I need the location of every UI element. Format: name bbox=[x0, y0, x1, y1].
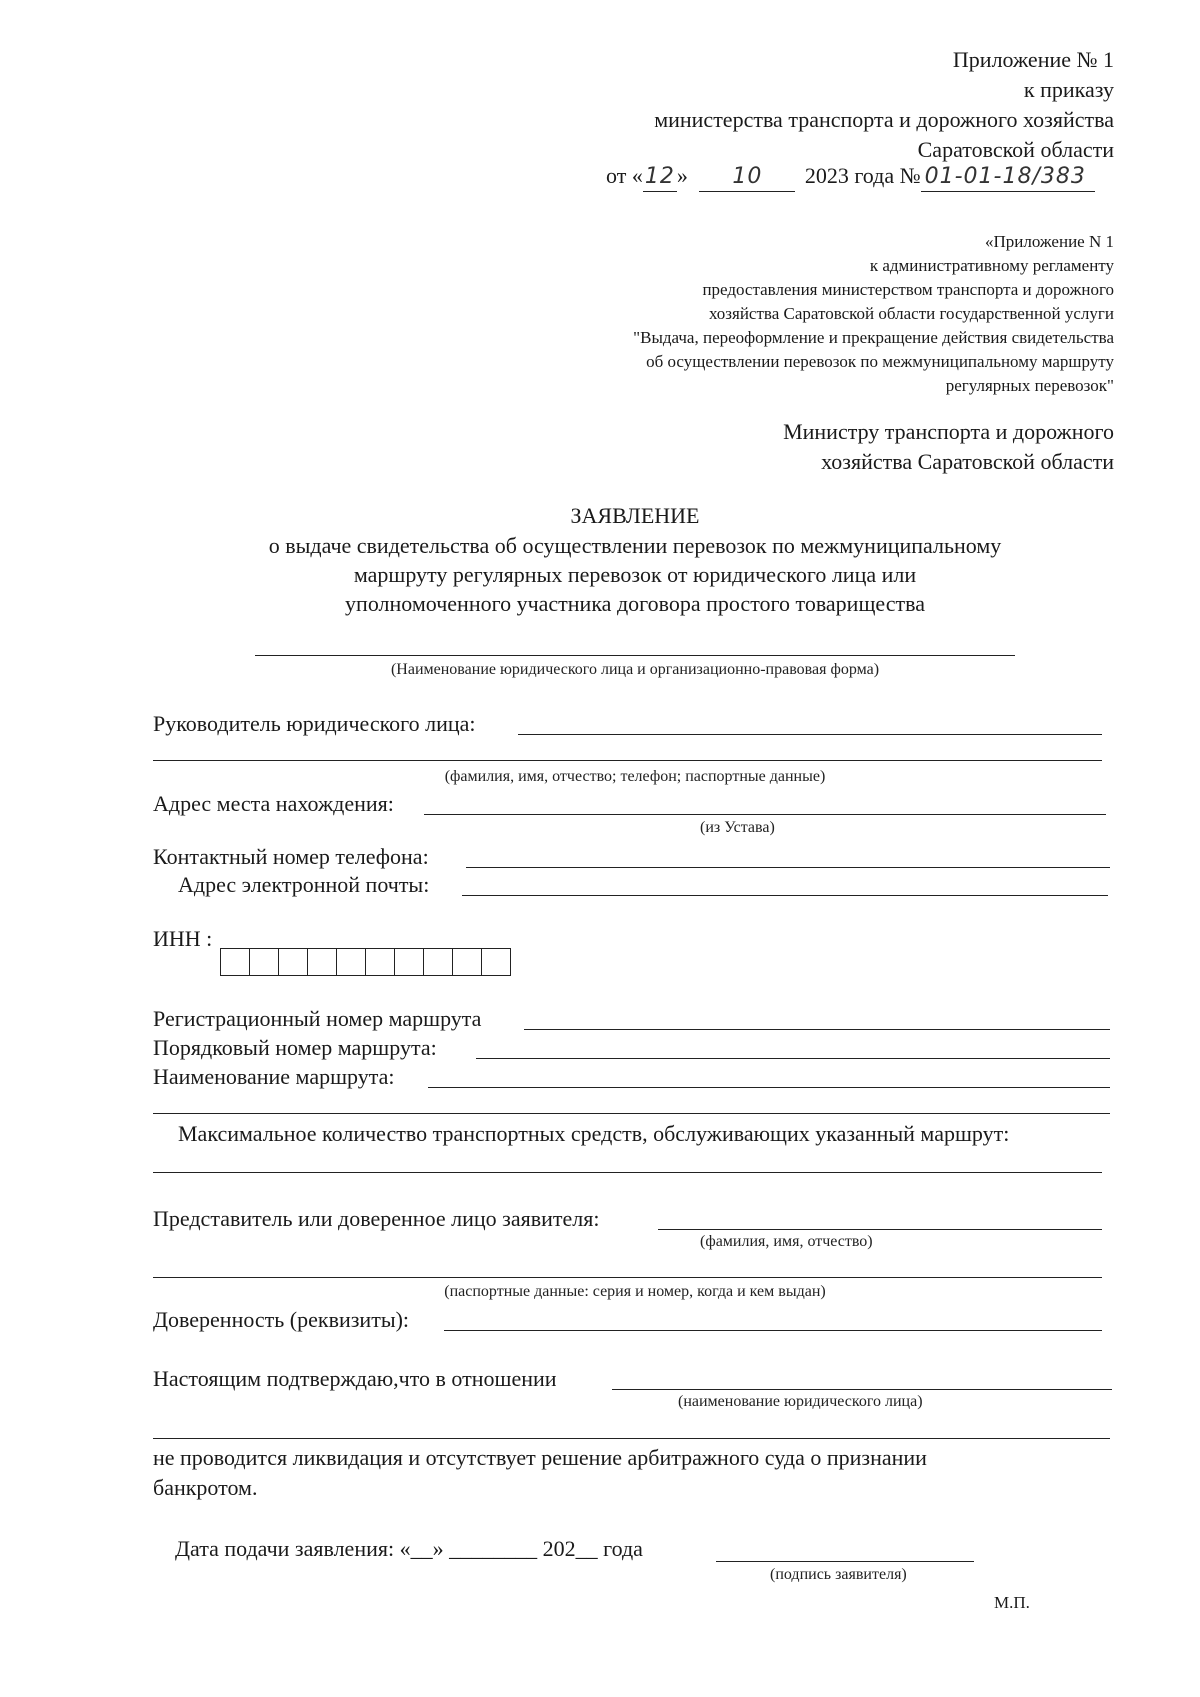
statement-line-1: не проводится ликвидация и отсутствует решение арбитражного суда о признании bbox=[153, 1445, 927, 1470]
phone-field[interactable] bbox=[466, 867, 1110, 868]
inn-digit-cell[interactable] bbox=[250, 949, 279, 975]
head-field-2[interactable] bbox=[153, 760, 1102, 761]
order-ministry-line: министерства транспорта и дорожного хозяйства bbox=[654, 107, 1114, 132]
submission-date: Дата подачи заявления: «__» ________ 202__ года bbox=[175, 1536, 643, 1561]
max-vehicles-label: Максимальное количество транспортных средств, обслуживающих указанный маршрут: bbox=[178, 1121, 1010, 1146]
confirm-caption: (наименование юридического лица) bbox=[678, 1393, 923, 1410]
route-seq-field[interactable] bbox=[476, 1058, 1110, 1059]
regulation-line-5: "Выдача, переоформление и прекращение действия свидетельства bbox=[633, 328, 1114, 347]
route-seq-label: Порядковый номер маршрута: bbox=[153, 1035, 437, 1060]
document-title: ЗАЯВЛЕНИЕ bbox=[570, 503, 700, 528]
order-date-day: 12 bbox=[643, 163, 677, 192]
inn-digit-cell[interactable] bbox=[366, 949, 395, 975]
signature-caption: (подпись заявителя) bbox=[770, 1566, 907, 1583]
signature-field[interactable] bbox=[716, 1561, 974, 1562]
rep-field[interactable] bbox=[658, 1229, 1102, 1230]
order-number: 01-01-18/383 bbox=[921, 163, 1095, 192]
confirm-org-field[interactable] bbox=[612, 1389, 1112, 1390]
passport-field[interactable] bbox=[153, 1277, 1102, 1278]
order-appendix-title: Приложение № 1 bbox=[952, 47, 1114, 72]
stamp-label: М.П. bbox=[994, 1593, 1030, 1612]
order-date-line bbox=[606, 162, 1095, 192]
document-subtitle-3: уполномоченного участника договора простого товарищества bbox=[345, 591, 925, 616]
route-name-label: Наименование маршрута: bbox=[153, 1064, 395, 1089]
document-subtitle-2: маршруту регулярных перевозок от юридического лица или bbox=[353, 562, 917, 587]
order-ref-line: к приказу bbox=[1023, 77, 1114, 102]
head-caption: (фамилия, имя, отчество; телефон; паспортные данные) bbox=[444, 768, 826, 785]
email-label: Адрес электронной почты: bbox=[178, 872, 430, 897]
order-date-mid: » bbox=[676, 163, 688, 188]
inn-digit-cell[interactable] bbox=[221, 949, 250, 975]
regulation-line-3: предоставления министерством транспорта и дорожного bbox=[702, 280, 1114, 299]
address-label: Адрес места нахождения: bbox=[153, 791, 394, 816]
inn-input-grid[interactable] bbox=[220, 948, 511, 976]
passport-caption: (паспортные данные: серия и номер, когда и кем выдан) bbox=[444, 1283, 826, 1300]
head-field[interactable] bbox=[518, 734, 1102, 735]
confirm-label: Настоящим подтверждаю,что в отношении bbox=[153, 1366, 557, 1391]
confirm-org-field-2[interactable] bbox=[153, 1438, 1110, 1439]
order-region-line: Саратовской области bbox=[917, 137, 1114, 162]
order-date-prefix: от « bbox=[606, 163, 643, 188]
order-date-year: 2023 года № bbox=[804, 163, 921, 188]
address-caption: (из Устава) bbox=[700, 819, 775, 836]
route-reg-field[interactable] bbox=[524, 1029, 1110, 1030]
address-field[interactable] bbox=[424, 814, 1106, 815]
power-field[interactable] bbox=[444, 1330, 1102, 1331]
email-field[interactable] bbox=[462, 895, 1108, 896]
regulation-line-2: к административному регламенту bbox=[869, 256, 1114, 275]
rep-caption: (фамилия, имя, отчество) bbox=[700, 1233, 873, 1250]
regulation-line-4: хозяйства Саратовской области государственной услуги bbox=[708, 304, 1114, 323]
power-label: Доверенность (реквизиты): bbox=[153, 1307, 410, 1332]
phone-label: Контактный номер телефона: bbox=[153, 844, 429, 869]
route-name-field-2[interactable] bbox=[153, 1113, 1110, 1114]
document-subtitle-1: о выдаче свидетельства об осуществлении перевозок по межмуниципальному bbox=[268, 533, 1002, 558]
max-vehicles-field[interactable] bbox=[153, 1172, 1102, 1173]
org-name-caption: (Наименование юридического лица и организационно-правовая форма) bbox=[390, 661, 880, 678]
route-name-field[interactable] bbox=[428, 1087, 1110, 1088]
regulation-line-7: регулярных перевозок" bbox=[945, 376, 1114, 395]
inn-digit-cell[interactable] bbox=[337, 949, 366, 975]
route-reg-label: Регистрационный номер маршрута bbox=[153, 1006, 482, 1031]
inn-digit-cell[interactable] bbox=[308, 949, 337, 975]
inn-digit-cell[interactable] bbox=[395, 949, 424, 975]
addressee-line-1: Министру транспорта и дорожного bbox=[783, 419, 1114, 444]
regulation-line-6: об осуществлении перевозок по межмуниципальному маршруту bbox=[646, 352, 1114, 371]
inn-label: ИНН : bbox=[153, 926, 213, 951]
head-label: Руководитель юридического лица: bbox=[153, 711, 476, 736]
inn-digit-cell[interactable] bbox=[279, 949, 308, 975]
inn-digit-cell[interactable] bbox=[453, 949, 482, 975]
order-date-month: 10 bbox=[699, 163, 795, 192]
org-name-field[interactable] bbox=[255, 655, 1015, 656]
rep-label: Представитель или доверенное лицо заявителя: bbox=[153, 1206, 600, 1231]
addressee-line-2: хозяйства Саратовской области bbox=[821, 449, 1114, 474]
inn-digit-cell[interactable] bbox=[482, 949, 510, 975]
statement-line-2: банкротом. bbox=[153, 1475, 258, 1500]
regulation-line-1: «Приложение N 1 bbox=[984, 232, 1114, 251]
inn-digit-cell[interactable] bbox=[424, 949, 453, 975]
